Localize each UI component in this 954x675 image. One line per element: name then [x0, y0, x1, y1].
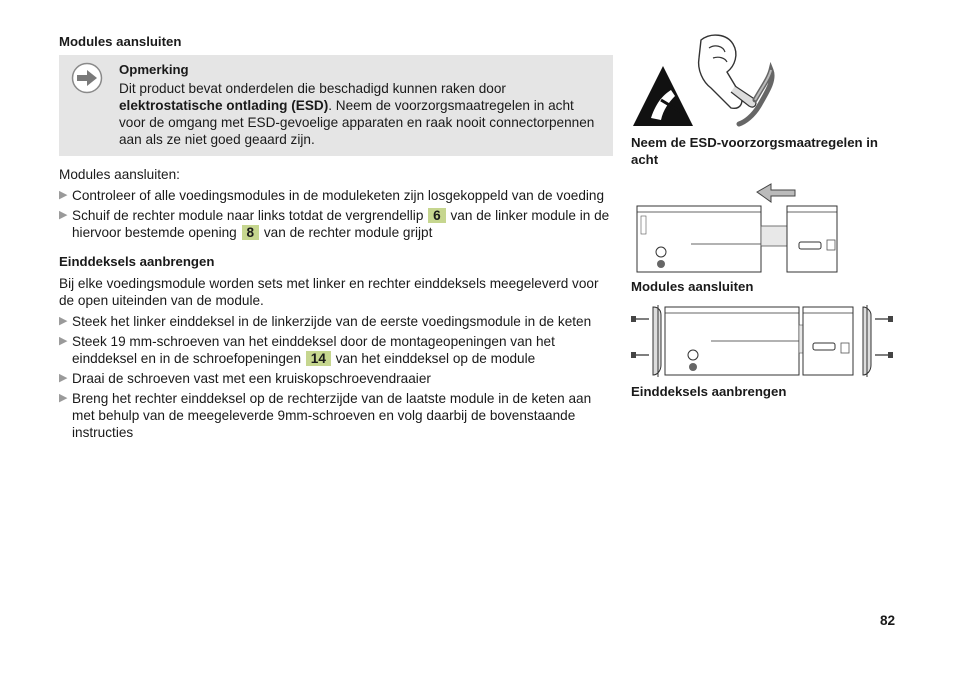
badge-6: 6: [428, 208, 446, 223]
connect-step-2-text-2: van de linker module in de hiervoor bestemde opening: [72, 208, 610, 240]
note-text: [119, 80, 603, 148]
esd-illustration: [631, 30, 891, 130]
endcaps-step-3-text: Draai de schroeven vast met een kruiskopschroevendraaier: [72, 371, 431, 386]
endcaps-diagram: [631, 303, 891, 379]
connect-step-2-text-3: van de rechter module grijpt: [260, 225, 433, 240]
heading-modules-aansluiten: Modules aansluiten: [59, 34, 182, 49]
caption-endcaps: Einddeksels aanbrengen: [631, 384, 787, 399]
connect-step-2-text-1: Schuif de rechter module naar links totdat de vergrendellip: [72, 208, 428, 223]
endcaps-intro: Bij elke voedingsmodule worden sets met linker en rechter einddeksels meegeleverd voor de open uiteinden van de module.: [59, 276, 599, 308]
triangle-right-icon: ▶: [59, 189, 68, 201]
note-text-2: . Neem de voorzorgsmaatregelen in acht voor de omgang met ESD-gevoelige apparaten en raak nooit connectorpennen aan als ze niet goed geaard zijn.: [119, 98, 595, 147]
endcaps-step-2-text-1: Steek 19 mm-schroeven van het einddeksel door de montageopeningen van het einddeksel en in de schroefopeningen: [72, 334, 555, 366]
arrow-right-circle-icon: [71, 62, 103, 94]
caption-connect: Modules aansluiten: [631, 279, 754, 294]
badge-14: 14: [306, 351, 331, 366]
endcaps-step-4: [59, 390, 613, 441]
triangle-right-icon: ▶: [59, 392, 68, 404]
note-text-1: Dit product bevat onderdelen die beschadigd kunnen raken door: [119, 81, 506, 96]
note-text-bold: elektrostatische ontlading (ESD): [119, 98, 329, 113]
connect-diagram: [631, 182, 891, 278]
badge-8: 8: [242, 225, 260, 240]
endcaps-step-4-text: Breng het rechter einddeksel op de rechterzijde van de laatste module in de keten aan met behulp van de meegeleverde 9mm-schroeven en volg daarbij de bovenstaande instructies: [72, 391, 592, 440]
endcaps-step-2: [59, 333, 613, 367]
figure-column: [631, 30, 891, 400]
triangle-right-icon: ▶: [59, 209, 68, 221]
page-number: 82: [880, 613, 896, 628]
heading-einddeksels: Einddeksels aanbrengen: [59, 254, 215, 269]
triangle-right-icon: ▶: [59, 372, 68, 384]
endcaps-step-2-text-2: van het einddeksel op de module: [331, 351, 536, 366]
endcaps-step-1-text: Steek het linker einddeksel in de linkerzijde van de eerste voedingsmodule in de keten: [72, 314, 592, 329]
main-column: [59, 33, 613, 444]
connect-step-2: [59, 207, 613, 241]
connect-step-1-text: Controleer of alle voedingsmodules in de moduleketen zijn losgekoppeld van de voeding: [72, 188, 605, 203]
note-title: Opmerking: [119, 62, 189, 77]
endcaps-step-3: [59, 370, 613, 387]
connect-intro: Modules aansluiten:: [59, 167, 180, 182]
note-box: [59, 55, 613, 156]
caption-esd: Neem de ESD-voorzorgsmaatregelen in acht: [631, 135, 878, 167]
endcaps-step-1: [59, 313, 613, 330]
triangle-right-icon: ▶: [59, 335, 68, 347]
connect-step-1: [59, 187, 613, 204]
triangle-right-icon: ▶: [59, 315, 68, 327]
